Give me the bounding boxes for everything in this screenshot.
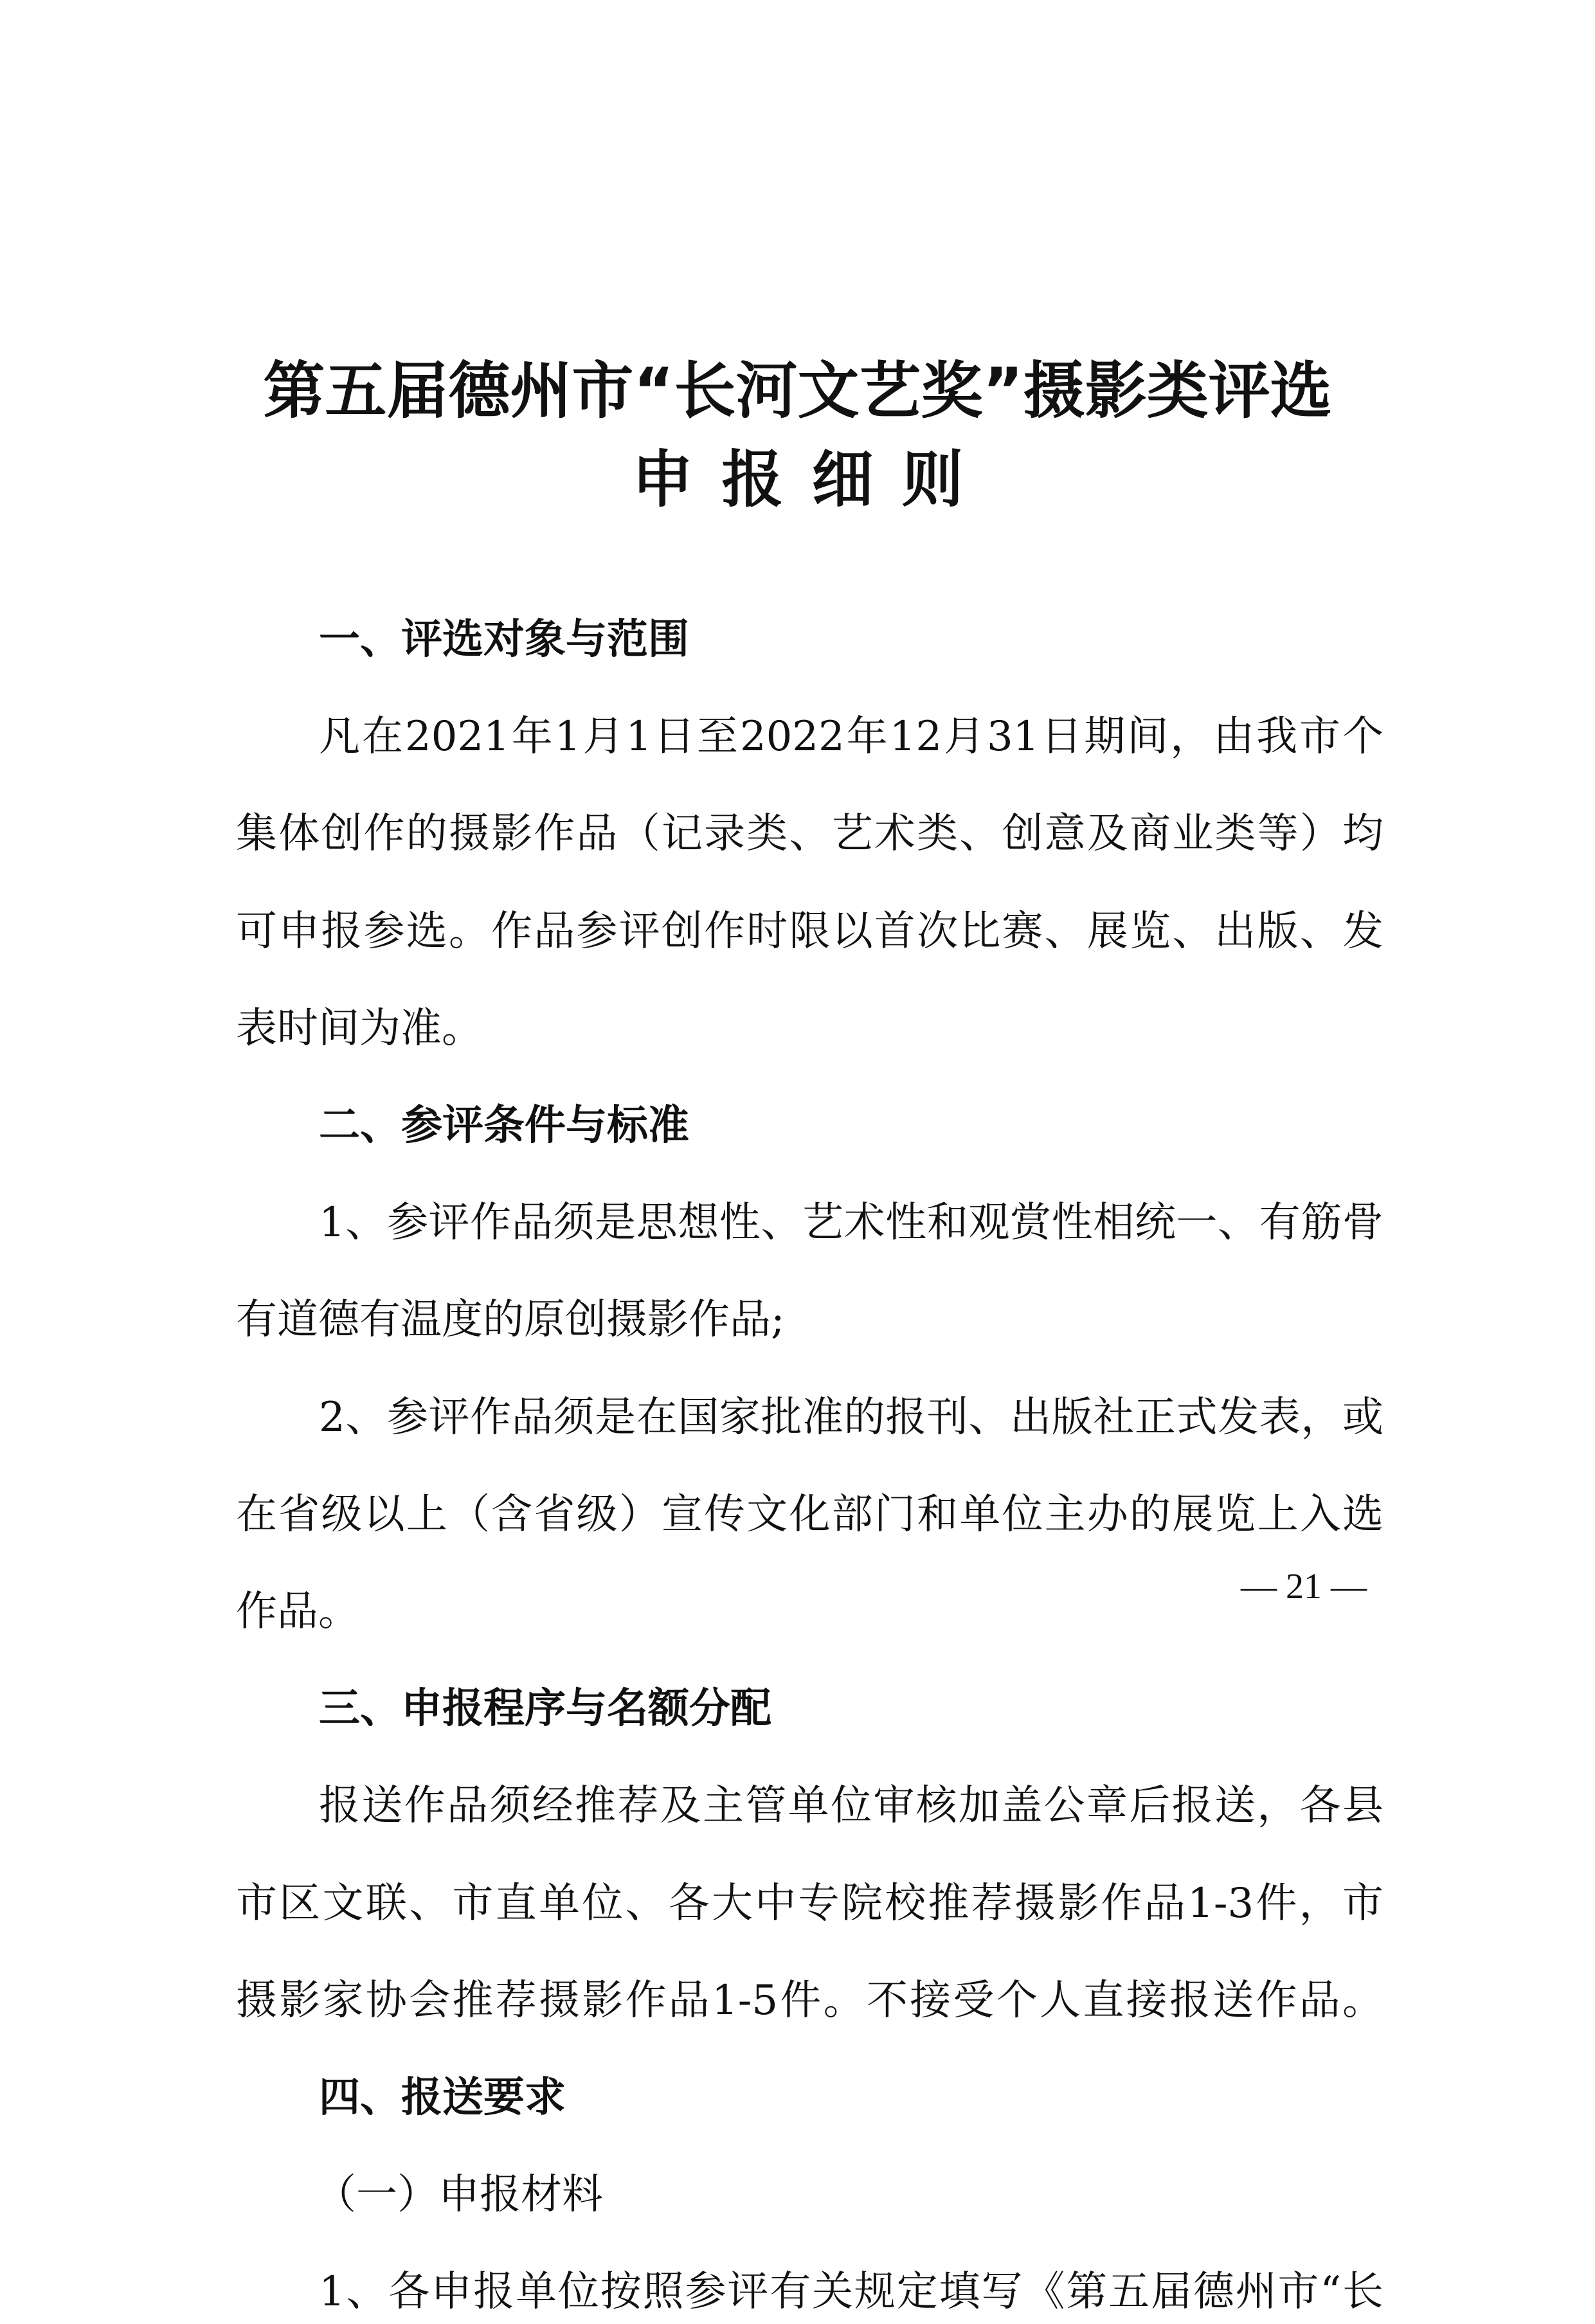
paragraph-line: 1、各申报单位按照参评有关规定填写《第五届德州市“长 — [319, 2268, 1383, 2316]
section-heading: 四、报送要求 — [319, 2074, 566, 2121]
paragraph-line: 1、参评作品须是思想性、艺术性和观赏性相统一、有筋骨 — [319, 1199, 1383, 1247]
paragraph-line: 凡在2021年1月1日至2022年12月31日期间，由我市个 — [319, 713, 1383, 761]
section-heading: 三、申报程序与名额分配 — [319, 1685, 771, 1733]
document-title: 第五届德州市“长河文艺奖”摄影类评选 — [263, 355, 1332, 427]
paragraph-line: 作品。 — [236, 1588, 359, 1635]
paragraph-line: 集体创作的摄影作品（记录类、艺术类、创意及商业类等）均 — [236, 810, 1383, 858]
section-heading: （一）申报材料 — [315, 2171, 603, 2219]
document-subtitle: 申报细则 — [631, 444, 992, 516]
section-heading: 二、参评条件与标准 — [319, 1102, 689, 1149]
page-number: — 21 — — [1241, 1567, 1367, 1607]
paragraph-line: 市区文联、市直单位、各大中专院校推荐摄影作品1-3件，市 — [236, 1879, 1383, 1927]
paragraph-line: 报送作品须经推荐及主管单位审核加盖公章后报送，各县 — [319, 1782, 1383, 1830]
paragraph-line: 表时间为准。 — [236, 1004, 483, 1052]
section-heading: 一、评选对象与范围 — [319, 616, 689, 663]
paragraph-line: 摄影家协会推荐摄影作品1-5件。不接受个人直接报送作品。 — [236, 1976, 1383, 2024]
paragraph-line: 可申报参选。作品参评创作时限以首次比赛、展览、出版、发 — [236, 907, 1383, 955]
paragraph-line: 在省级以上（含省级）宣传文化部门和单位主办的展览上入选 — [236, 1490, 1383, 1538]
paragraph-line: 2、参评作品须是在国家批准的报刊、出版社正式发表，或 — [319, 1393, 1383, 1441]
paragraph-line: 有道德有温度的原创摄影作品; — [236, 1296, 785, 1344]
